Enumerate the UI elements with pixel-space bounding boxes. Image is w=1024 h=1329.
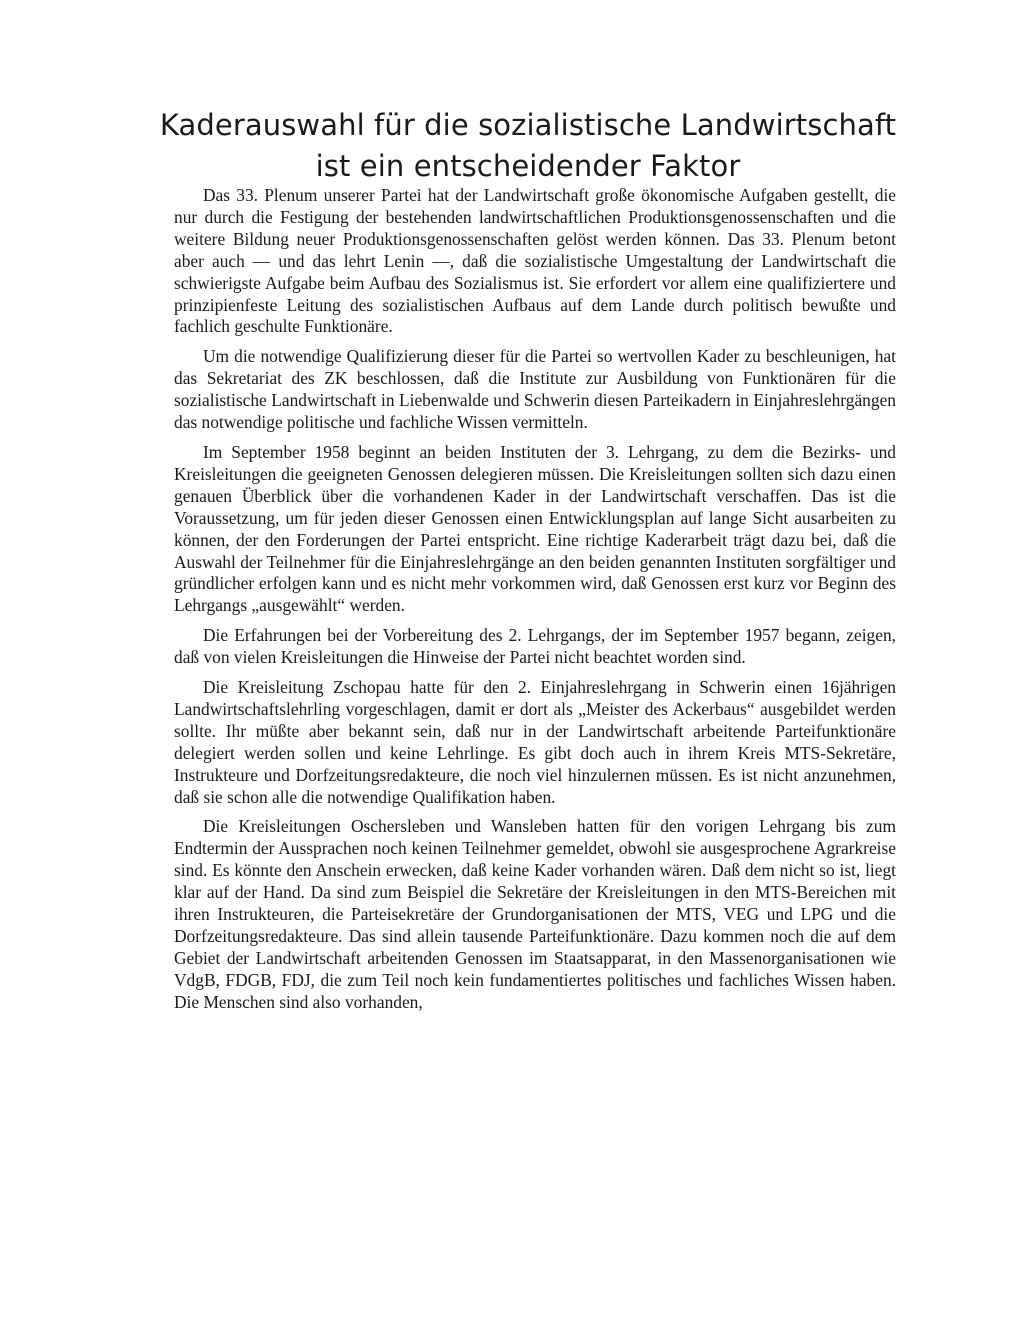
paragraph-4: Die Erfahrungen bei der Vorbereitung des 2. Lehrgangs, der im September 1957 begann, zeigen, daß von vielen Kreisleitungen die Hinweise der Partei nicht beachtet worden sind. [174, 625, 896, 668]
paragraph-3: Im September 1958 beginnt an beiden Instituten der 3. Lehrgang, zu dem die Bezirks- und Kreisleitungen die geeigneten Genossen delegieren müssen. Die Kreisleitungen sollten sich dazu einen genauen Überblick über die vorhandenen Kader in der Landwirtschaft verschaffen. Das ist die Voraussetzung, um für jeden dieser Genossen einen Entwicklungsplan auf lange Sicht ausarbeiten zu können, der den Forderungen der Partei entspricht. Eine richtige Kaderarbeit trägt dazu bei, daß die Auswahl der Teilnehmer für die Einjahreslehrgänge an den beiden genannten Instituten sorgfältiger und gründlicher erfolgen kann und es nicht mehr vorkommen wird, daß Genossen erst kurz vor Beginn des Lehrgangs „ausgewählt“ werden. [174, 441, 896, 616]
paragraph-1: Das 33. Plenum unserer Partei hat der Landwirtschaft große ökonomische Aufgaben gestellt, die nur durch die Festigung der bestehenden landwirtschaftlichen Produktionsgenossenschaften und die weitere Bildung neuer Produktionsgenossenschaften gelöst werden können. Das 33. Plenum betont aber auch — und das lehrt Lenin —, daß die sozialistische Umgestaltung der Landwirtschaft die schwierigste Aufgabe beim Aufbau des Sozialismus ist. Sie erfordert vor allem eine qualifiziertere und prinzipienfeste Leitung des sozialistischen Aufbaus auf dem Lande durch politisch bewußte und fachlich geschulte Funktionäre. [174, 185, 896, 337]
paragraph-2: Um die notwendige Qualifizierung dieser für die Partei so wertvollen Kader zu beschleunigen, hat das Sekretariat des ZK beschlossen, daß die Institute zur Ausbildung von Funktionären für die sozialistische Landwirtschaft in Liebenwalde und Schwerin diesen Parteikadern in Einjahreslehrgängen das notwendige politische und fachliche Wissen vermitteln. [174, 346, 896, 433]
article-body [174, 185, 896, 1022]
article-title-line-2: ist ein entscheidender Faktor [315, 149, 741, 184]
article-title [120, 105, 936, 187]
paragraph-5: Die Kreisleitung Zschopau hatte für den 2. Einjahreslehrgang in Schwerin einen 16jährigen Landwirtschaftslehrling vorgeschlagen, damit er dort als „Meister des Ackerbaus“ ausgebildet werden sollte. Ihr müßte aber bekannt sein, daß nur in der Landwirtschaft arbeitende Parteifunktionäre delegiert werden sollen und keine Lehrlinge. Es gibt doch auch in ihrem Kreis MTS-Sekretäre, Instrukteure und Dorfzeitungsredakteure, die noch viel hinzulernen müssen. Es ist nicht anzunehmen, daß sie schon alle die notwendige Qualifikation haben. [174, 677, 896, 807]
article-title-line-1: Kaderauswahl für die sozialistische Landwirtschaft [159, 108, 897, 143]
paragraph-6: Die Kreisleitungen Oschersleben und Wansleben hatten für den vorigen Lehrgang bis zum Endtermin der Aussprachen noch keinen Teilnehmer gemeldet, obwohl sie ausgesprochene Agrarkreise sind. Es könnte den Anschein erwecken, daß keine Kader vorhanden wären. Daß dem nicht so ist, liegt klar auf der Hand. Da sind zum Beispiel die Sekretäre der Kreisleitungen in den MTS-Bereichen mit ihren Instrukteuren, die Parteisekretäre der Grundorganisationen der MTS, VEG und LPG und die Dorfzeitungsredakteure. Das sind allein tausende Parteifunktionäre. Dazu kommen noch die auf dem Gebiet der Landwirtschaft arbeitenden Genossen im Staatsapparat, in den Massenorganisationen wie VdgB, FDGB, FDJ, die zum Teil noch kein fundamentiertes politisches und fachliches Wissen haben. Die Menschen sind also vorhanden, [174, 816, 896, 1012]
